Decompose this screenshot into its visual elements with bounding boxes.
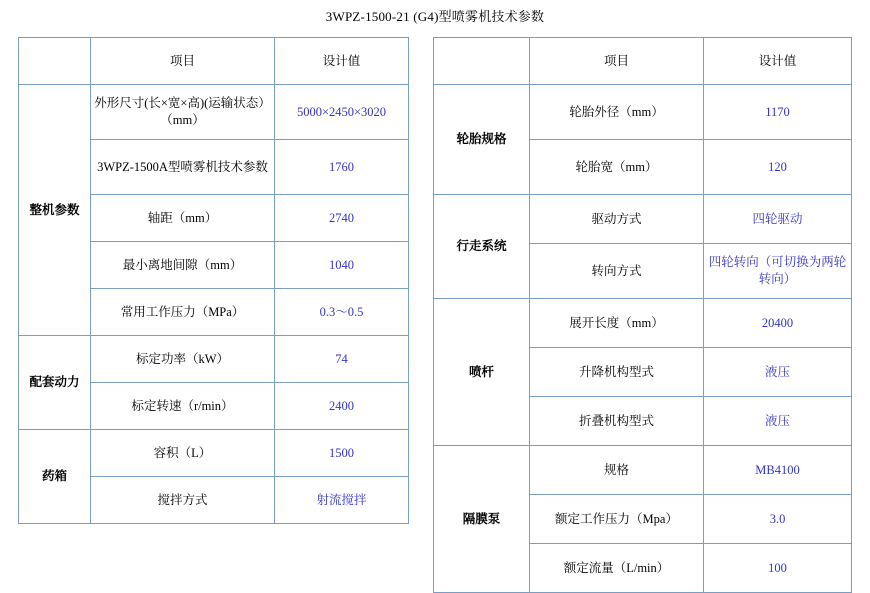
right-header-value: 设计值	[704, 38, 852, 85]
left-value-2-1: 射流搅拌	[275, 477, 409, 524]
right-value-3-2: 100	[704, 544, 852, 593]
right-item-1-1: 转向方式	[530, 244, 704, 299]
table-row	[434, 85, 852, 140]
left-value-0-1: 1760	[275, 140, 409, 195]
right-header-blank	[434, 38, 530, 85]
right-item-2-0: 展开长度（mm）	[530, 299, 704, 348]
left-group-label-1: 配套动力	[19, 336, 91, 430]
left-value-0-4: 0.3～0.5	[275, 289, 409, 336]
left-item-1-1: 标定转速（r/min）	[91, 383, 275, 430]
right-value-0-1: 120	[704, 140, 852, 195]
right-item-2-2: 折叠机构型式	[530, 397, 704, 446]
left-value-1-0: 74	[275, 336, 409, 383]
right-group-label-3: 隔膜泵	[434, 446, 530, 593]
right-value-2-0: 20400	[704, 299, 852, 348]
right-item-3-1: 额定工作压力（Mpa）	[530, 495, 704, 544]
left-spec-table	[18, 37, 409, 524]
left-value-0-2: 2740	[275, 195, 409, 242]
table-row	[19, 336, 409, 383]
table-row	[434, 299, 852, 348]
table-header-row	[19, 38, 409, 85]
left-header-value: 设计值	[275, 38, 409, 85]
right-item-3-0: 规格	[530, 446, 704, 495]
left-group-label-0: 整机参数	[19, 85, 91, 336]
right-spec-table	[433, 37, 852, 593]
page-title: 3WPZ-1500-21 (G4)型喷雾机技术参数	[325, 9, 545, 24]
table-row	[434, 446, 852, 495]
left-group-label-2: 药箱	[19, 430, 91, 524]
right-value-1-0: 四轮驱动	[704, 195, 852, 244]
left-item-0-1: 3WPZ-1500A型喷雾机技术参数	[91, 140, 275, 195]
right-item-3-2: 额定流量（L/min）	[530, 544, 704, 593]
table-header-row	[434, 38, 852, 85]
left-item-2-0: 容积（L）	[91, 430, 275, 477]
right-value-2-2: 液压	[704, 397, 852, 446]
right-item-1-0: 驱动方式	[530, 195, 704, 244]
table-row	[434, 195, 852, 244]
right-item-0-1: 轮胎宽（mm）	[530, 140, 704, 195]
right-value-2-1: 液压	[704, 348, 852, 397]
right-value-3-1: 3.0	[704, 495, 852, 544]
tables-container	[0, 25, 870, 593]
left-item-0-3: 最小离地间隙（mm）	[91, 242, 275, 289]
left-item-1-0: 标定功率（kW）	[91, 336, 275, 383]
table-row	[19, 430, 409, 477]
right-group-label-1: 行走系统	[434, 195, 530, 299]
right-group-label-2: 喷杆	[434, 299, 530, 446]
left-item-0-4: 常用工作压力（MPa）	[91, 289, 275, 336]
left-item-2-1: 搅拌方式	[91, 477, 275, 524]
left-header-blank	[19, 38, 91, 85]
right-group-label-0: 轮胎规格	[434, 85, 530, 195]
right-item-0-0: 轮胎外径（mm）	[530, 85, 704, 140]
right-value-1-1: 四轮转向（可切换为两轮转向）	[704, 244, 852, 299]
right-header-item: 项目	[530, 38, 704, 85]
left-value-0-0: 5000×2450×3020	[275, 85, 409, 140]
left-value-1-1: 2400	[275, 383, 409, 430]
left-header-item: 项目	[91, 38, 275, 85]
right-value-3-0: MB4100	[704, 446, 852, 495]
left-value-0-3: 1040	[275, 242, 409, 289]
table-row	[19, 85, 409, 140]
right-value-0-0: 1170	[704, 85, 852, 140]
left-item-0-0: 外形尺寸(长×宽×高)(运输状态）（mm）	[91, 85, 275, 140]
left-value-2-0: 1500	[275, 430, 409, 477]
left-item-0-2: 轴距（mm）	[91, 195, 275, 242]
right-item-2-1: 升降机构型式	[530, 348, 704, 397]
